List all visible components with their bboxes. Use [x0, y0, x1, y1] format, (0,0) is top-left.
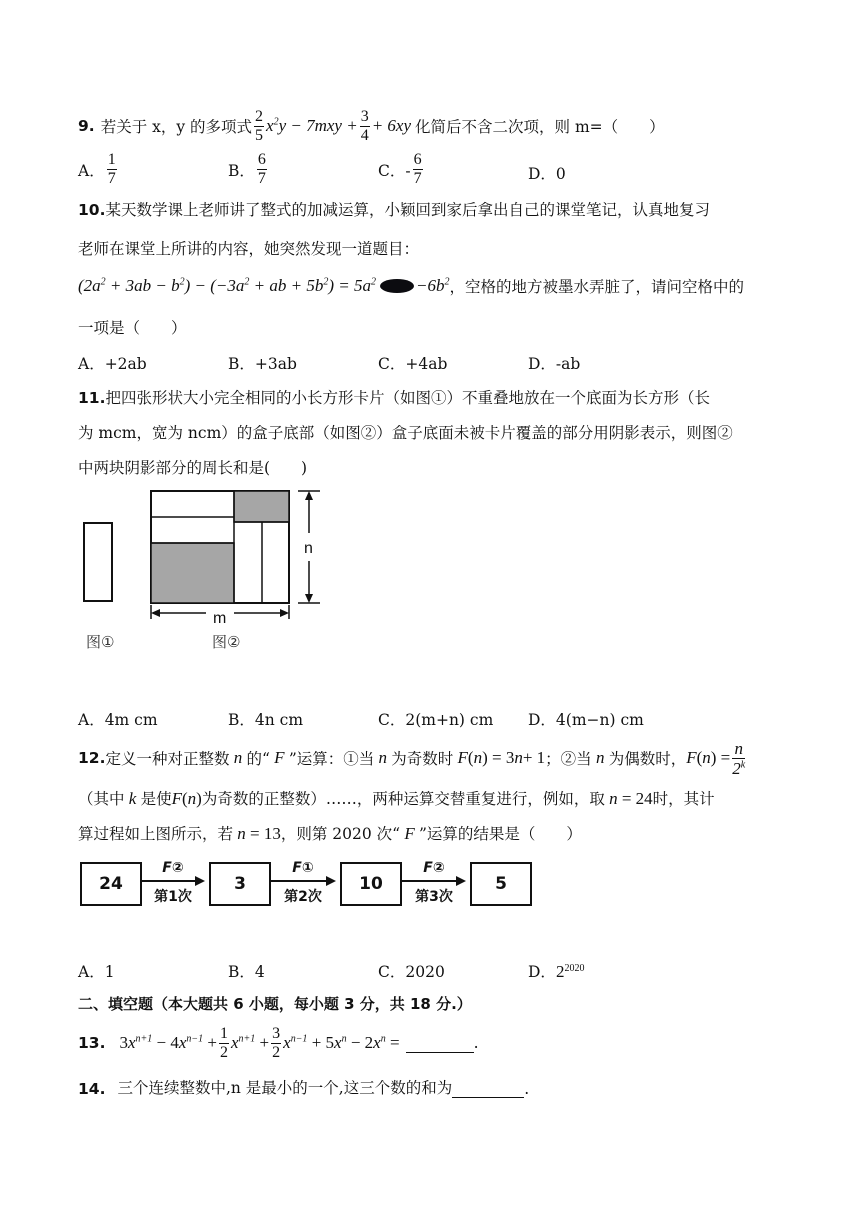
q13-answer-blank[interactable]	[406, 1034, 474, 1053]
q11-line1: 11.把四张形状大小完全相同的小长方形卡片（如图①）不重叠地放在一个底面为长方形（长	[78, 389, 710, 407]
q13-number: 13.	[78, 1034, 106, 1052]
q11-option-c[interactable]: C．2(m+n) cm	[378, 711, 494, 729]
flow-op-3: F②	[423, 860, 445, 876]
q9-number: 9.	[78, 117, 95, 135]
q9-polynomial: $\frac{2}{5}$ $x^2y - 7mxy$ + $\frac{3}{4}$ + 6xy	[255, 107, 412, 144]
q9-text-post: 化简后不含二次项，则 m=（ ）	[415, 118, 665, 136]
q10-expression-line: $(2a^2 + 3ab - b^2) - (-3a^2$ + ab + $5b^2) = 5a^2$ $-6b^2$ ，空格的地方被墨水弄脏了，请问空格中的	[78, 276, 744, 296]
q10-line1: 10.某天数学课上老师讲了整式的加减运算，小颖回到家后拿出自己的课堂笔记，认真地复习	[78, 201, 710, 219]
shaded-region-top-right	[234, 491, 289, 522]
q9-option-c[interactable]: C．- $\frac{6}{7}$	[378, 151, 422, 187]
q11-number: 11.	[78, 389, 106, 407]
flow-box-2: 3	[209, 862, 271, 906]
section-title: 二、填空题（本大题共 6 小题，每小题 3 分，共 18 分.）	[78, 995, 472, 1013]
flow-step-2: 第2次	[284, 889, 322, 905]
q11-option-b[interactable]: B．4n cm	[228, 711, 304, 729]
q11-option-a[interactable]: A．4m cm	[78, 711, 158, 729]
q9-option-d[interactable]: D．0	[528, 165, 566, 183]
q10-line4: 一项是（ ）	[78, 319, 187, 337]
q10-expression: $(2a^2 + 3ab - b^2) - (-3a^2$ + ab + $5b^2) = 5a^2$	[78, 276, 376, 295]
q11-line2: 为 mcm，宽为 ncm）的盒子底部（如图②）盒子底面未被卡片覆盖的部分用阴影表示，则图②	[78, 424, 733, 442]
flow-box-3: 10	[340, 862, 402, 906]
q10-number: 10.	[78, 201, 106, 219]
q12-line3: 算过程如上图所示，若 n = 13，则第 2020 次“ F ”运算的结果是（ ）	[78, 824, 582, 843]
q10-option-c[interactable]: C．+4ab	[378, 355, 448, 373]
shaded-region-bottom-left	[151, 543, 234, 603]
q9-option-a[interactable]: A． $\frac{1}{7}$	[78, 151, 116, 187]
fig1-card	[84, 523, 112, 601]
q12-number: 12.	[78, 749, 106, 767]
q14-number: 14.	[78, 1080, 106, 1098]
q12-option-b[interactable]: B．4	[228, 963, 265, 981]
q12-line2: （其中 k 是使F(n)为奇数的正整数）……，两种运算交替重复进行，例如，取 n = 24时，其计	[78, 789, 715, 808]
fig2-label: 图②	[212, 633, 241, 651]
q10-option-b[interactable]: B．+3ab	[228, 355, 297, 373]
flow-box-4: 5	[470, 862, 532, 906]
flow-step-1: 第1次	[154, 889, 192, 905]
q10-option-d[interactable]: D．-ab	[528, 355, 581, 373]
flow-step-3: 第3次	[415, 889, 453, 905]
fig1-label: 图①	[86, 633, 115, 651]
q12-option-c[interactable]: C．2020	[378, 963, 445, 981]
q11-line3: 中两块阴影部分的周长和是( )	[78, 459, 308, 477]
q13-line: 13. $3x^{n+1} - 4x^{n-1}$ + $\frac{1}{2}$ $x^{n+1}$ + $\frac{3}{2}$ $x^{n-1} + 5x^n - 2x^n$ = .	[78, 1024, 479, 1061]
q11-figure	[0, 485, 860, 655]
q12-option-a[interactable]: A．1	[78, 963, 115, 981]
q12-line1: 12. 定义一种对正整数 n 的“ F ”运算：①当 n 为奇数时 F ( n ) = 3 n + 1 ；②当 n 为偶数时， F ( n ) = $\frac{n}{2^k}$	[78, 738, 746, 778]
q12-option-d[interactable]: D．$2^{2020}$	[528, 962, 585, 981]
flow-op-2: F①	[292, 860, 314, 876]
q9-text-pre: 若关于 x，y 的多项式	[100, 118, 253, 136]
q14-line: 14. 三个连续整数中,n 是最小的一个,这三个数的和为 .	[78, 1079, 530, 1098]
ink-blot-icon	[380, 279, 414, 293]
flow-op-1: F②	[162, 860, 184, 876]
q10-option-a[interactable]: A．+2ab	[78, 355, 147, 373]
q10-line2: 老师在课堂上所讲的内容，她突然发现一道题目：	[78, 240, 420, 258]
n-label: n	[304, 540, 313, 557]
q9-option-b[interactable]: B． $\frac{6}{7}$	[228, 151, 266, 187]
q9-line	[78, 106, 665, 146]
q11-option-d[interactable]: D．4(m−n) cm	[528, 711, 644, 729]
m-label: m	[213, 610, 227, 627]
flow-box-1: 24	[80, 862, 142, 906]
q14-answer-blank[interactable]	[452, 1081, 524, 1098]
